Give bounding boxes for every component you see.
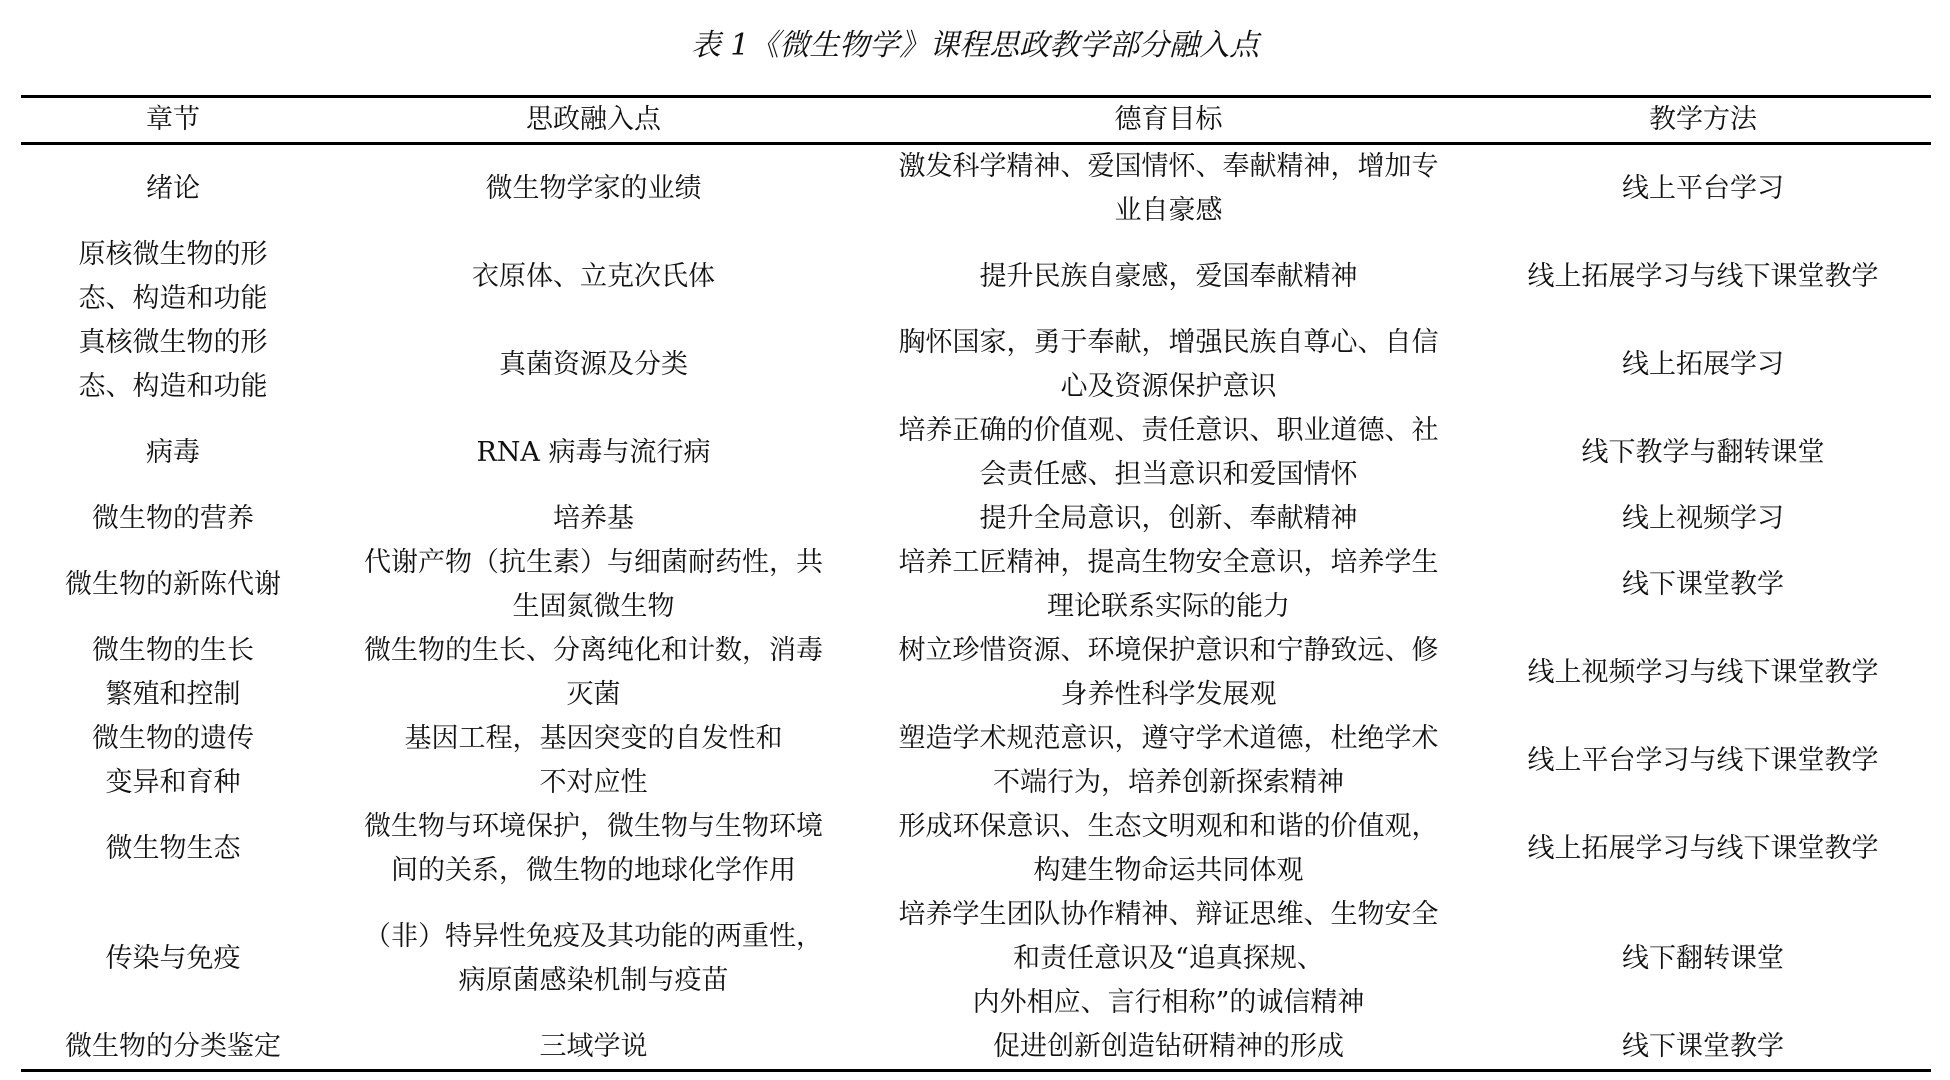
moral-goal-cell xyxy=(862,497,1475,541)
table-row xyxy=(21,144,1931,234)
integration-point-cell xyxy=(325,629,862,717)
cell-line: 会责任感、担当意识和爱国情怀 xyxy=(979,459,1358,490)
cell-line: 繁殖和控制 xyxy=(105,679,241,710)
cell-line: 微生物的生长、分离纯化和计数，消毒 xyxy=(364,635,823,666)
cell-line: 业自豪感 xyxy=(1114,195,1223,226)
cell-line: 培养基 xyxy=(553,503,634,534)
cell-line: 线上平台学习 xyxy=(1622,173,1784,204)
teaching-method-cell xyxy=(1475,893,1931,1025)
table-row xyxy=(21,497,1931,541)
integration-point-cell xyxy=(325,893,862,1025)
cell-line: 态、构造和功能 xyxy=(78,283,268,314)
cell-line: 胸怀国家，勇于奉献，增强民族自尊心、自信 xyxy=(898,327,1439,358)
moral-goal-cell xyxy=(862,541,1475,629)
header-row xyxy=(21,97,1931,144)
cell-line: 促进创新创造钻研精神的形成 xyxy=(993,1031,1344,1062)
table-body xyxy=(21,144,1931,1071)
cell-line: 线上视频学习与线下课堂教学 xyxy=(1527,657,1879,688)
cell-line: 微生物的分类鉴定 xyxy=(65,1031,281,1062)
cell-line: 微生物的新陈代谢 xyxy=(65,569,281,600)
cell-line: 培养工匠精神，提高生物安全意识，培养学生 xyxy=(898,547,1439,578)
cell-line: 生固氮微生物 xyxy=(512,591,675,622)
cell-line: 三域学说 xyxy=(539,1031,648,1062)
cell-line: 真菌资源及分类 xyxy=(499,349,688,380)
cell-line: 不端行为，培养创新探索精神 xyxy=(993,767,1344,798)
cell-line: 线上平台学习与线下课堂教学 xyxy=(1527,745,1879,776)
cell-line: 微生物学家的业绩 xyxy=(485,173,702,204)
table-row xyxy=(21,717,1931,805)
course-table xyxy=(21,95,1931,1072)
cell-line: 真核微生物的形 xyxy=(78,327,268,358)
cell-line: 构建生物命运共同体观 xyxy=(1033,855,1304,886)
teaching-method-cell xyxy=(1475,144,1931,234)
cell-line: RNA 病毒与流行病 xyxy=(476,437,711,468)
integration-point-cell xyxy=(325,233,862,321)
moral-goal-cell xyxy=(862,717,1475,805)
cell-line: 微生物的生长 xyxy=(92,635,254,666)
table-row xyxy=(21,409,1931,497)
integration-point-cell xyxy=(325,409,862,497)
cell-line: 微生物的营养 xyxy=(92,503,254,534)
table-row xyxy=(21,321,1931,409)
cell-line: 线下翻转课堂 xyxy=(1622,943,1784,974)
moral-goal-cell xyxy=(862,233,1475,321)
moral-goal-cell xyxy=(862,629,1475,717)
chapter-cell xyxy=(21,629,325,717)
cell-line: 激发科学精神、爱国情怀、奉献精神，增加专 xyxy=(898,151,1439,182)
integration-point-cell xyxy=(325,1025,862,1071)
chapter-cell xyxy=(21,321,325,409)
cell-line: 理论联系实际的能力 xyxy=(1047,591,1290,622)
moral-goal-cell xyxy=(862,144,1475,234)
cell-line: 基因工程，基因突变的自发性和 xyxy=(404,723,783,754)
cell-line: 微生物生态 xyxy=(105,833,241,864)
chapter-cell xyxy=(21,409,325,497)
cell-line: 不对应性 xyxy=(539,767,648,798)
cell-line: 病毒 xyxy=(146,437,200,468)
moral-goal-cell xyxy=(862,1025,1475,1071)
cell-line: 微生物的遗传 xyxy=(92,723,254,754)
chapter-cell xyxy=(21,233,325,321)
cell-line: 线上拓展学习与线下课堂教学 xyxy=(1527,833,1879,864)
cell-line: 传染与免疫 xyxy=(105,943,241,974)
integration-point-cell xyxy=(325,805,862,893)
table-row xyxy=(21,629,1931,717)
cell-line: 代谢产物（抗生素）与细菌耐药性，共 xyxy=(364,547,823,578)
teaching-method-cell xyxy=(1475,541,1931,629)
chapter-cell xyxy=(21,805,325,893)
teaching-method-cell xyxy=(1475,409,1931,497)
cell-line: 间的关系，微生物的地球化学作用 xyxy=(391,855,796,886)
teaching-method-cell xyxy=(1475,497,1931,541)
table-row xyxy=(21,805,1931,893)
cell-line: 培养学生团队协作精神、辩证思维、生物安全 xyxy=(898,899,1439,930)
cell-line: 绪论 xyxy=(146,173,200,204)
header-teaching-method: 教学方法 xyxy=(1649,104,1757,135)
header-chapter: 章节 xyxy=(146,104,200,135)
cell-line: 树立珍惜资源、环境保护意识和宁静致远、修 xyxy=(898,635,1439,666)
cell-line: 提升全局意识，创新、奉献精神 xyxy=(979,503,1358,534)
cell-line: 原核微生物的形 xyxy=(78,239,268,270)
chapter-cell xyxy=(21,541,325,629)
teaching-method-cell xyxy=(1475,1025,1931,1071)
chapter-cell xyxy=(21,497,325,541)
cell-line: 线下课堂教学 xyxy=(1622,1031,1784,1062)
header-moral-goal: 德育目标 xyxy=(1114,104,1223,135)
cell-line: 病原菌感染机制与疫苗 xyxy=(458,965,729,996)
table-title: 表 1《微生物学》课程思政教学部分融入点 xyxy=(690,28,1260,63)
integration-point-cell xyxy=(325,321,862,409)
integration-point-cell xyxy=(325,541,862,629)
cell-line: 灭菌 xyxy=(566,679,621,710)
teaching-method-cell xyxy=(1475,629,1931,717)
cell-line: 线上拓展学习 xyxy=(1622,349,1784,380)
moral-goal-cell xyxy=(862,409,1475,497)
moral-goal-cell xyxy=(862,805,1475,893)
cell-line: 内外相应、言行相称”的诚信精神 xyxy=(972,987,1365,1018)
table-row xyxy=(21,1025,1931,1071)
moral-goal-cell xyxy=(862,893,1475,1025)
cell-line: 线下教学与翻转课堂 xyxy=(1581,437,1825,468)
teaching-method-cell xyxy=(1475,233,1931,321)
cell-line: 衣原体、立克次氏体 xyxy=(472,261,715,292)
cell-line: 态、构造和功能 xyxy=(78,371,268,402)
chapter-cell xyxy=(21,144,325,234)
cell-line: 形成环保意识、生态文明观和和谐的价值观， xyxy=(898,811,1439,842)
cell-line: 身养性科学发展观 xyxy=(1060,679,1277,710)
cell-line: 线上视频学习 xyxy=(1622,503,1784,534)
teaching-method-cell xyxy=(1475,717,1931,805)
table-row xyxy=(21,893,1931,1025)
teaching-method-cell xyxy=(1475,805,1931,893)
cell-line: 线上拓展学习与线下课堂教学 xyxy=(1527,261,1879,292)
chapter-cell xyxy=(21,893,325,1025)
cell-line: 线下课堂教学 xyxy=(1622,569,1784,600)
cell-line: 变异和育种 xyxy=(105,767,241,798)
integration-point-cell xyxy=(325,144,862,234)
cell-line: 培养正确的价值观、责任意识、职业道德、社 xyxy=(898,415,1439,446)
cell-line: 微生物与环境保护，微生物与生物环境 xyxy=(364,811,823,842)
cell-line: 塑造学术规范意识，遵守学术道德，杜绝学术 xyxy=(898,723,1439,754)
integration-point-cell xyxy=(325,497,862,541)
moral-goal-cell xyxy=(862,321,1475,409)
table-row xyxy=(21,541,1931,629)
chapter-cell xyxy=(21,717,325,805)
cell-line: 心及资源保护意识 xyxy=(1060,371,1277,402)
cell-line: 和责任意识及“追真探规、 xyxy=(1013,943,1324,974)
table-row xyxy=(21,233,1931,321)
integration-point-cell xyxy=(325,717,862,805)
teaching-method-cell xyxy=(1475,321,1931,409)
chapter-cell xyxy=(21,1025,325,1071)
header-integration-point: 思政融入点 xyxy=(526,104,661,135)
cell-line: 提升民族自豪感，爱国奉献精神 xyxy=(979,261,1358,292)
cell-line: （非）特异性免疫及其功能的两重性， xyxy=(364,921,823,952)
